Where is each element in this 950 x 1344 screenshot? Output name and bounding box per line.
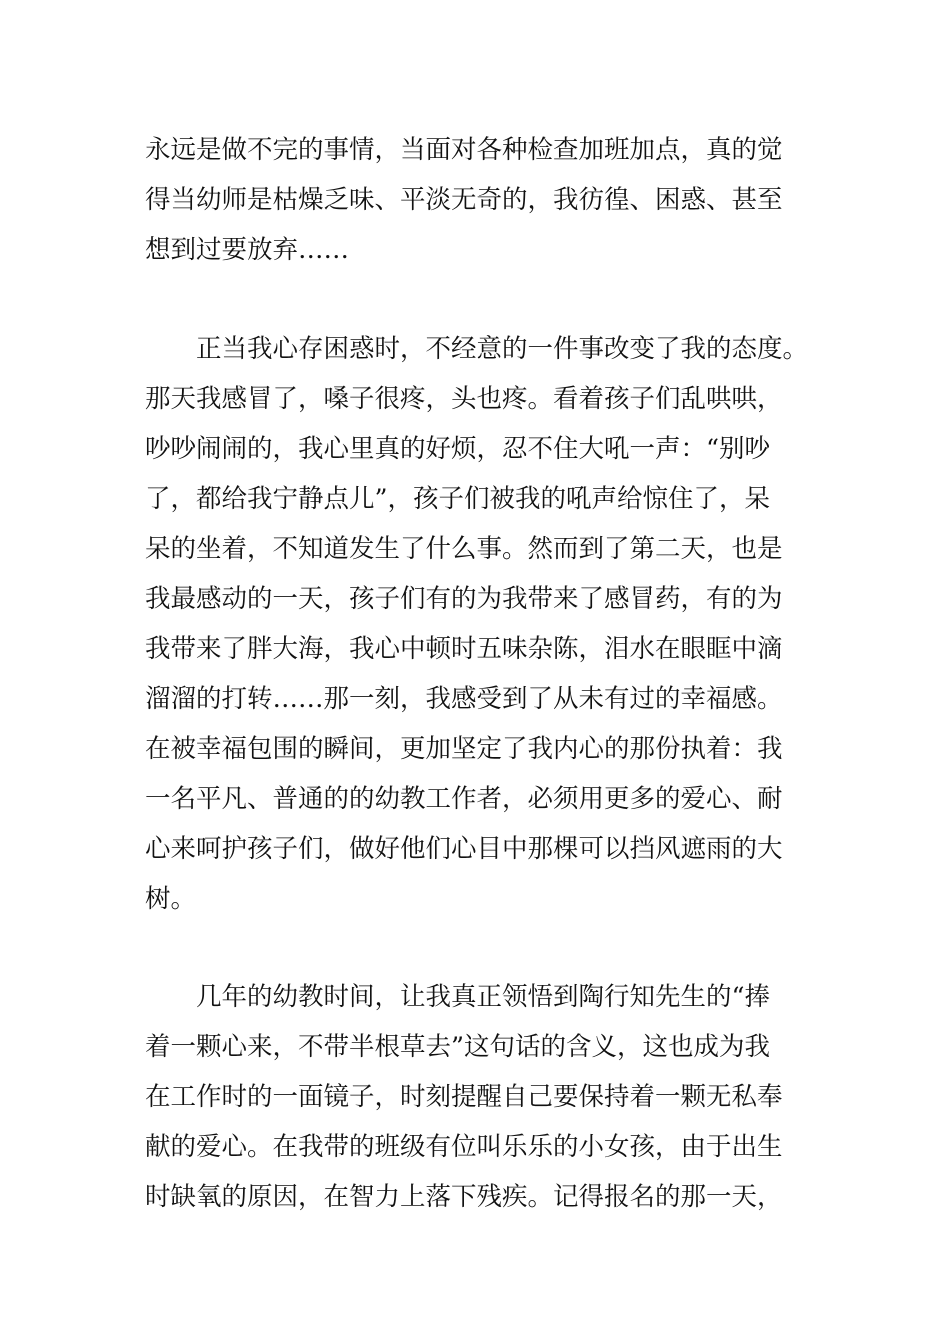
paragraph-line: 我带来了胖大海，我心中顿时五味杂陈，泪水在眼眶中滴 [145,634,783,664]
paragraph-line: 献的爱心。在我带的班级有位叫乐乐的小女孩，由于出生 [145,1132,783,1162]
paragraph-line: 永远是做不完的事情，当面对各种检查加班加点，真的觉 [145,135,783,165]
paragraph-line: 溜溜的打转……那一刻，我感受到了从未有过的幸福感。 [145,684,783,714]
paragraph-line: 了，都给我宁静点儿”，孩子们被我的吼声给惊住了，呆 [145,484,771,514]
paragraph-line: 我最感动的一天，孩子们有的为我带来了感冒药，有的为 [145,584,783,614]
paragraph-line: 想到过要放弃…… [145,235,350,265]
paragraph-line: 一名平凡、普通的的幼教工作者，必须用更多的爱心、耐 [145,784,783,814]
paragraph-line: 得当幼师是枯燥乏味、平淡无奇的，我彷徨、困惑、甚至 [145,185,783,215]
paragraph-line: 着一颗心来，不带半根草去”这句话的含义，这也成为我 [145,1032,771,1062]
paragraph-line: 吵吵闹闹的，我心里真的好烦，忍不住大吼一声：“别吵 [145,434,771,464]
paragraph-line: 在被幸福包围的瞬间，更加坚定了我内心的那份执着：我 [145,734,783,764]
paragraph-line: 几年的幼教时间，让我真正领悟到陶行知先生的“捧 [145,982,771,1012]
paragraph-line: 心来呵护孩子们，做好他们心目中那棵可以挡风遮雨的大 [145,834,783,864]
paragraph-line: 时缺氧的原因，在智力上落下残疾。记得报名的那一天， [145,1182,783,1212]
paragraph-line: 在工作时的一面镜子，时刻提醒自己要保持着一颗无私奉 [145,1082,783,1112]
paragraph-line: 正当我心存困惑时，不经意的一件事改变了我的态度。 [145,334,809,364]
paragraph-line: 树。 [145,884,197,914]
paragraph-line: 呆的坐着，不知道发生了什么事。然而到了第二天，也是 [145,534,783,564]
paragraph-line: 那天我感冒了，嗓子很疼，头也疼。看着孩子们乱哄哄， [145,384,783,414]
